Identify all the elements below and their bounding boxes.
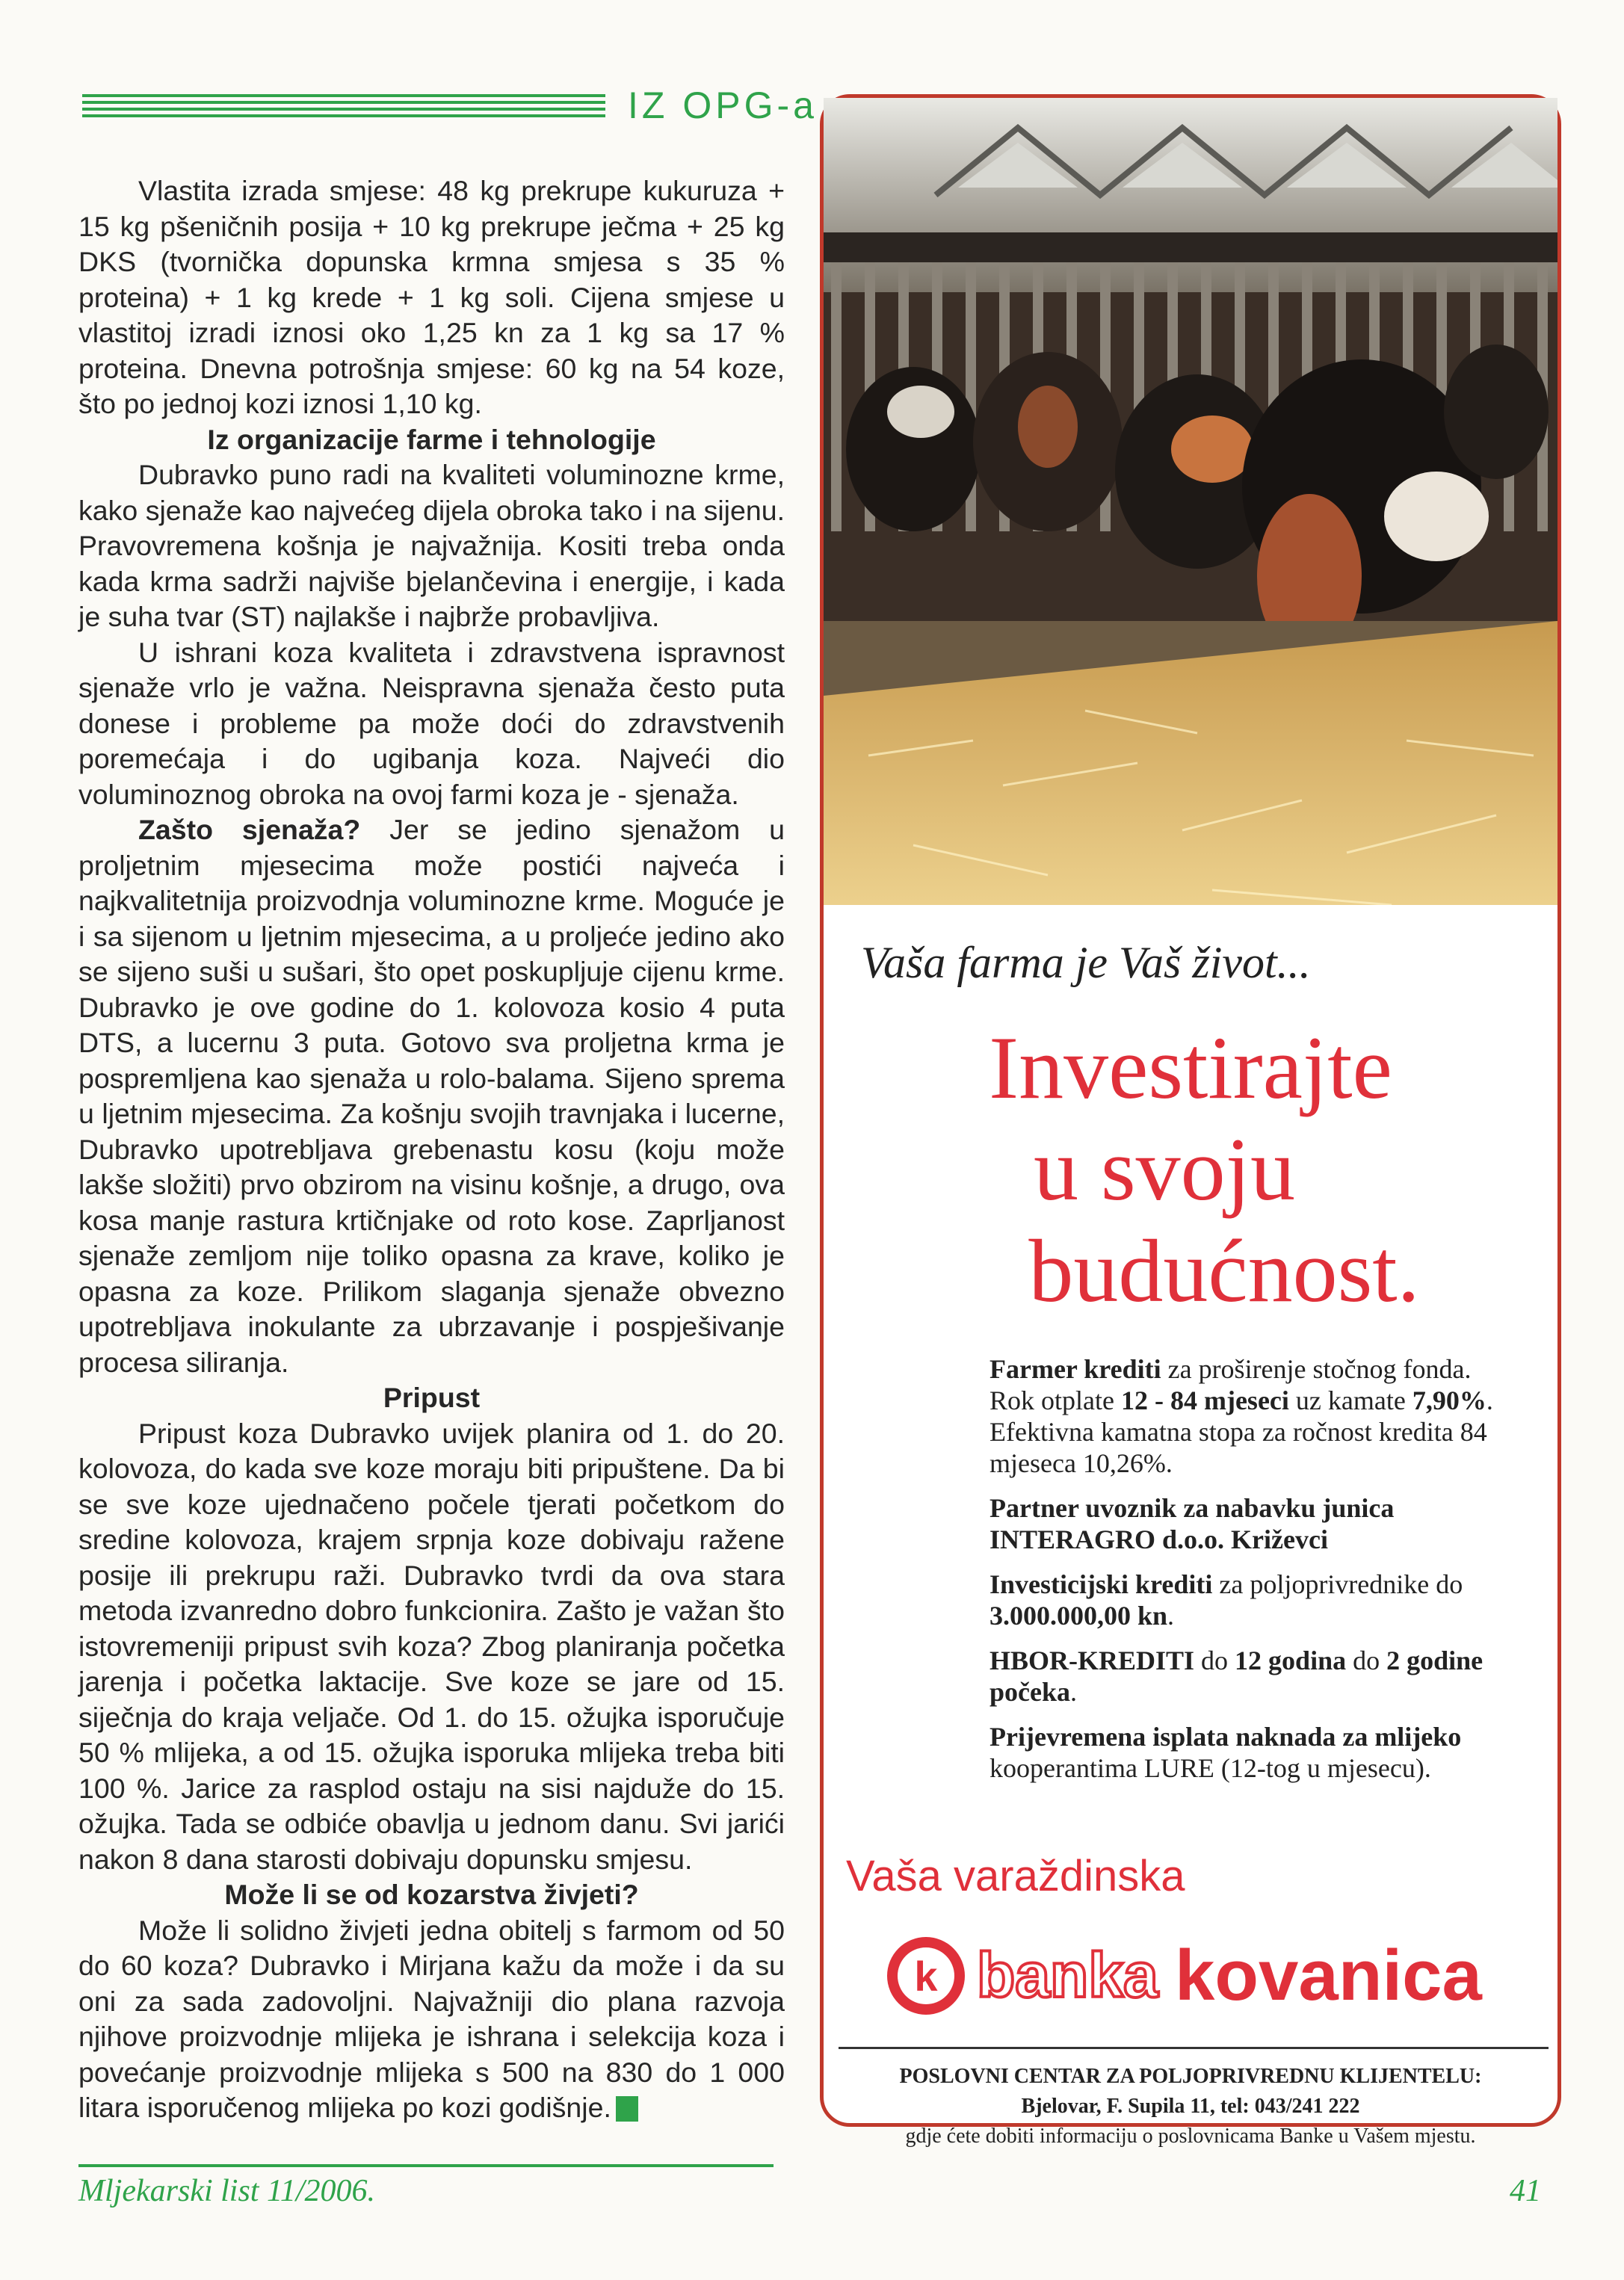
article-subheading: Pripust (383, 1382, 481, 1413)
offer-highlight: 12 - 84 mjeseci (1120, 1385, 1289, 1415)
offer-title: HBOR-KREDITI (989, 1646, 1195, 1675)
ad-tagline: Vaša farma je Vaš život... (861, 938, 1311, 987)
article-paragraph: Vlastita izrada smjese: 48 kg prekrupe kukuruza + 15 kg pšeničnih posija + 10 kg prekrupe ječma + 25 kg DKS (tvornička dopunska krmna smjesa s 35 % proteina) + 1 kg krede + 1 kg soli. Cijena smjese u vlastitoj izradi iznosi oko 1,25 kn za 1 kg sa 17 % proteina. Dnevna potrošnja smjese: 60 kg na 54 koze, što po jednoj kozi iznosi 1,10 kg. (78, 175, 785, 419)
section-title: IZ OPG-a (628, 84, 818, 126)
offer-highlight: 12 godina (1235, 1646, 1347, 1675)
offer-text: . (1167, 1601, 1175, 1631)
logo-letter: k (914, 1953, 938, 2000)
paragraph-text: Može li solidno živjeti jedna obitelj s farmom od 50 do 60 koza? Dubravko i Mirjana kažu da može i da su oni za sada zadovoljni. Najvažniji dio plana razvoja njihove proizvodnje mlijeka je ishrana i selekcija koza i povećanje proizvodnje mlijeka s 500 na 830 do 1 000 litara isporučenog mlijeka po kozi godišnje. (78, 1914, 785, 2123)
bank-kovanica-logo (880, 1925, 1507, 2022)
logo-word-kovanica: kovanica (1175, 1935, 1482, 2015)
article-subheading: Iz organizacije farme i tehnologije (207, 423, 656, 455)
offer-text: do (1194, 1646, 1235, 1675)
article-body (78, 173, 785, 2126)
contact-address: Bjelovar, F. Supila 11, tel: 043/241 222 (1021, 2095, 1360, 2118)
article-paragraph: Pripust koza Dubravko uvijek planira od 1. do 20. kolovoza, do kada sve koze moraju biti pripuštene. Da bi se sve koze ujednačeno počele tjerati početkom do sredine kolovoza, krajem srpnja koze dobivaju ražene posije ili prekrupu raži. Dubravko tvrdi da ova stara metoda izvanredno dobro funkcionira. Zašto je važan što istovremeniji pripust svih koza? Zbog planiranja početka jarenja i početka laktacije. Sve koze se jare od 15. siječnja do kraja veljače. Od 1. do 15. ožujka isporučuje 50 % mlijeka, a od 15. ožujka isporuka mlijeka treba biti 100 %. Jarice za rasplod ostaju na sisi najduže do 15. ožujka. Tada se odbiće obavlja u jednom danu. Svi jarići nakon 8 dana starosti dobivaju dopunsku smjesu. (78, 1417, 785, 1875)
article-paragraph (78, 1913, 785, 2126)
journal-citation: Mljekarski list 11/2006. (78, 2174, 376, 2208)
ad-headline (824, 1017, 1557, 1322)
offer-text: . Efektivna kamatna stopa za ročnost kredita 84 mjeseca 10,26%. (989, 1385, 1493, 1478)
offer-title: Investicijski krediti (989, 1569, 1213, 1599)
offer-item (989, 1569, 1513, 1631)
offer-text: za proširenje stočnog fonda. Rok otplate (989, 1354, 1472, 1415)
article-subheading: Može li se od kozarstva živjeti? (224, 1879, 639, 1910)
offer-highlight: 2 godine počeka (989, 1646, 1483, 1707)
article-paragraph: U ishrani koza kvaliteta i zdravstvena ispravnost sjenaže vrlo je važna. Neispravna sjenaža često puta donese i probleme pa može doći do zdravstvenih poremećaja i do ugibanja koza. Najveći dio voluminoznog obroka na ovoj farmi koza je - sjenaža. (78, 636, 785, 810)
offer-item (989, 1353, 1513, 1479)
bank-advertisement (820, 94, 1561, 2148)
offer-title: Farmer krediti (989, 1354, 1161, 1384)
end-of-article-mark (616, 2096, 638, 2122)
offer-highlight: 7,90% (1412, 1385, 1486, 1415)
ad-contact (824, 2062, 1557, 2151)
footer-rule (78, 2164, 774, 2167)
offer-text: do (1346, 1646, 1387, 1675)
offer-text: uz kamate (1288, 1385, 1412, 1415)
offer-item (989, 1721, 1513, 1784)
bank-line: Vaša varaždinska (846, 1852, 1185, 1900)
offer-text: za poljoprivrednike do (1212, 1569, 1463, 1599)
ad-offers-list (989, 1353, 1513, 1797)
contact-note: gdje ćete dobiti informaciju o poslovnicama Banke u Vašem mjestu. (905, 2125, 1476, 2148)
logo-word-banka: banka (977, 1940, 1158, 2010)
headline-line: u svoju (1033, 1119, 1296, 1219)
header-rule (82, 94, 605, 120)
article-paragraph: Dubravko puno radi na kvaliteti voluminozne krme, kako sjenaže kao najvećeg dijela obroka tako i na sijenu. Pravovremena košnja je najvažnija. Kositi treba onda kada krma sadrži najviše bjelančevina i energije, i kada je suha tvar (ST) najlakše i najbrže probavljiva. (78, 459, 785, 632)
ad-divider (839, 2047, 1549, 2049)
headline-line: budućnost. (1028, 1221, 1420, 1320)
offer-text: . (1070, 1677, 1077, 1707)
offer-text: kooperantima LURE (12-tog u mjesecu). (989, 1753, 1431, 1783)
goats-at-feeder-photo (824, 98, 1557, 935)
page-number: 41 (1510, 2174, 1541, 2208)
paragraph-text: Jer se jedino sjenažom u proljetnim mjesecima može postići najveća i najkvalitetnija proizvodnja voluminozne krme. Moguće je i sa sijenom u ljetnim mjesecima, a u proljeće jedino ako se sijeno suši u sušari, što opet poskupljuje cijenu krme. Dubravko je ove godine do 1. kolovoza kosio 4 puta DTS, a lucernu 3 puta. Gotovo sva proljetna krma je pospremljena kao sjenaža u rolo-balama. Sijeno sprema u ljetnim mjesecima. Za košnju svojih travnjaka i lucerne, Dubravko upotrebljava grebenastu kosu (koju može lakše složiti) prvo obzirom na visinu košnje, a drugo, ova kosa manje rastura krtičnjake od roto kose. Zaprljanost sjenaže zemljom nije toliko opasna za krave, koliko je opasna za koze. Prilikom slaganja sjenaže obvezno upotrebljava inokulante za ubrzavanje i pospješivanje procesa siliranja. (78, 814, 785, 1378)
offer-title: Prijevremena isplata naknada za mlijeko (989, 1722, 1462, 1752)
contact-heading: POSLOVNI CENTAR ZA POLJOPRIVREDNU KLIJENTELU: (899, 2065, 1482, 2088)
offer-title: Partner uvoznik za nabavku junica INTERAGRO d.o.o. Križevci (989, 1493, 1395, 1554)
headline-line: Investirajte (989, 1018, 1392, 1117)
article-paragraph (78, 812, 785, 1380)
offer-item (989, 1645, 1513, 1708)
paragraph-lead: Zašto sjenaža? (138, 814, 361, 845)
offer-item (989, 1492, 1513, 1555)
offer-highlight: 3.000.000,00 kn (989, 1601, 1168, 1631)
